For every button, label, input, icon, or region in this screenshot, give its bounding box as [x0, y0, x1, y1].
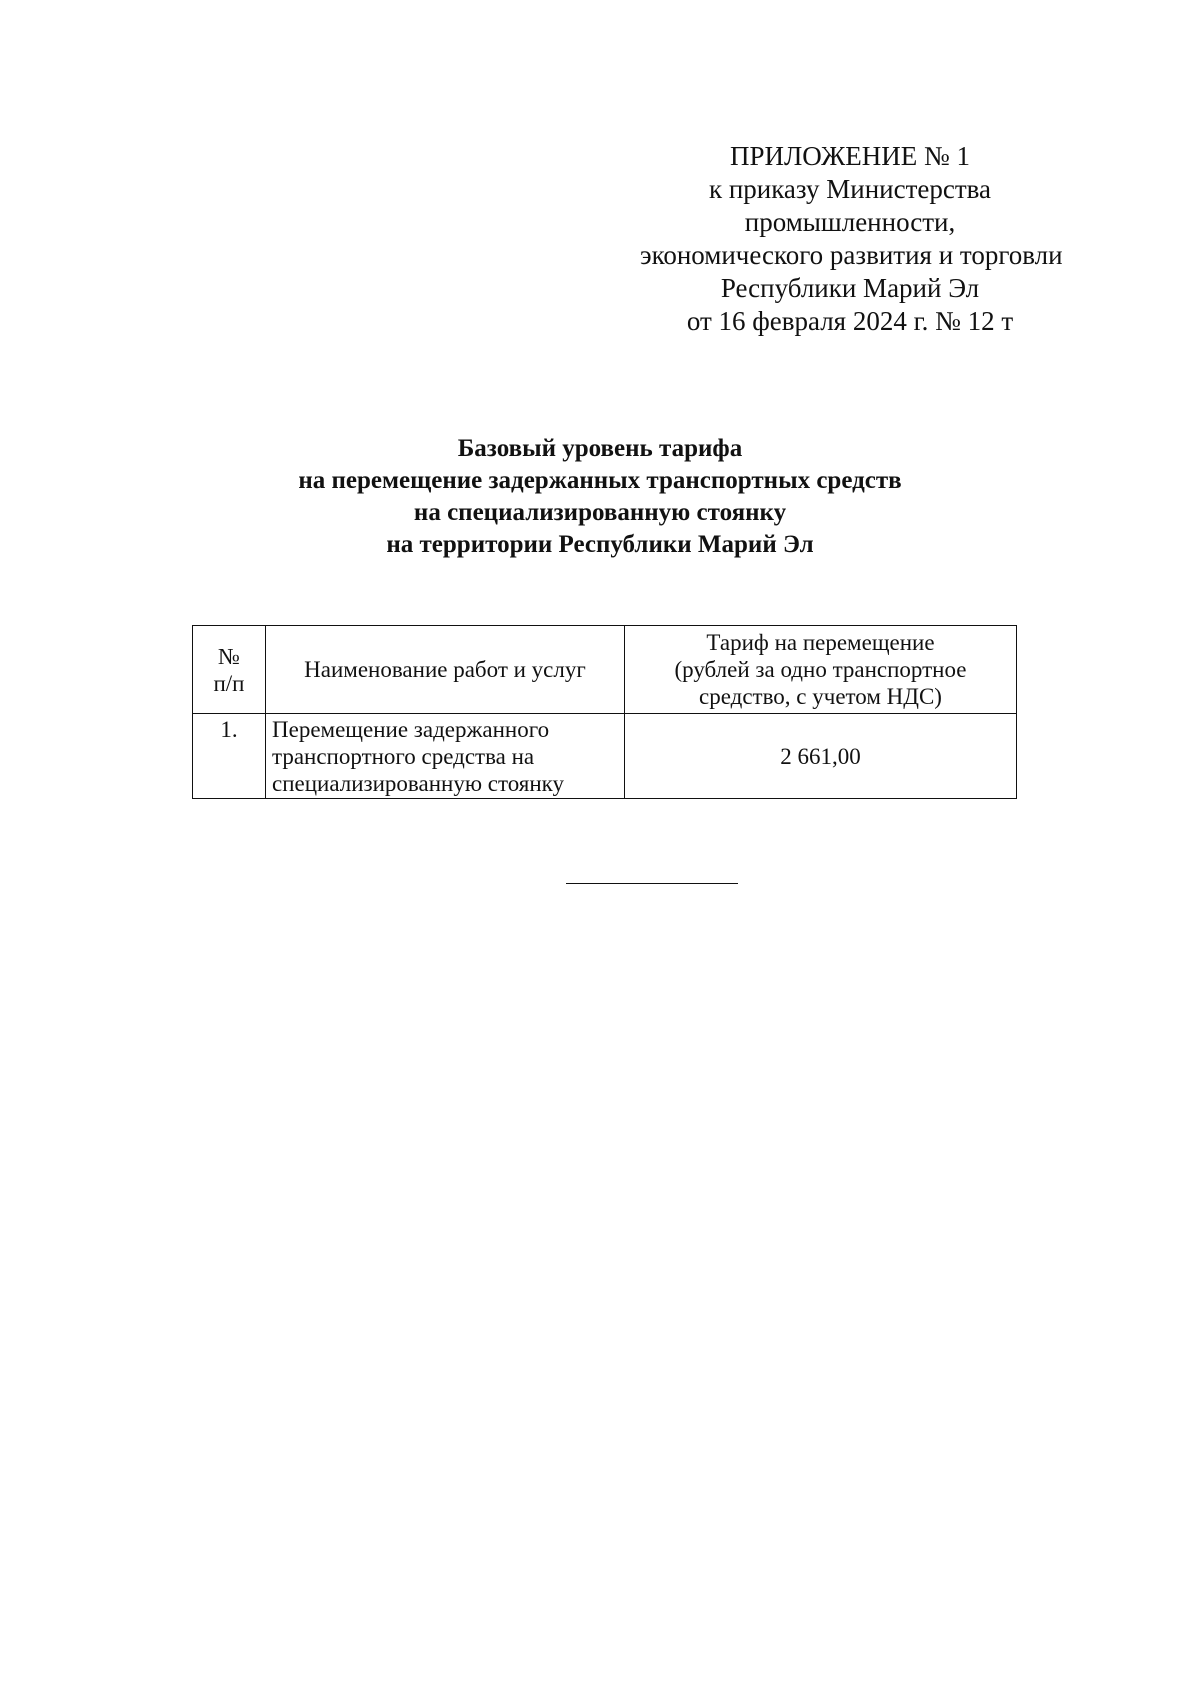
appendix-line: экономического развития и торговли: [640, 240, 1063, 270]
header-tariff-line: средство, с учетом НДС): [699, 684, 942, 709]
header-tariff-line: Тариф на перемещение: [706, 630, 935, 655]
document-title: [200, 433, 1000, 561]
title-line: на перемещение задержанных транспортных средств: [298, 467, 902, 494]
appendix-line: Республики Марий Эл: [720, 273, 980, 303]
table-header-row: [193, 626, 1017, 714]
row-name-line: Перемещение задержанного: [272, 716, 550, 742]
title-line: Базовый уровень тарифа: [457, 435, 743, 462]
appendix-block: [640, 140, 1063, 338]
appendix-line: промышленности,: [744, 207, 956, 237]
header-number-line: №: [218, 643, 240, 669]
row-name-line: транспортного средства на: [272, 743, 535, 769]
row-tariff-cell: [625, 714, 1017, 799]
header-number-line: п/п: [213, 670, 245, 696]
end-divider-line: [566, 883, 738, 884]
title-line: на специализированную стоянку: [413, 499, 787, 526]
row-number-cell: [193, 714, 266, 799]
header-tariff-line: (рублей за одно транспортное: [674, 657, 967, 682]
row-name-cell: [266, 714, 625, 799]
header-tariff-cell: [625, 626, 1017, 714]
appendix-line: к приказу Министерства: [708, 174, 992, 204]
row-tariff-value: 2 661,00: [780, 743, 861, 769]
tariff-table: [192, 625, 1017, 799]
header-name-label: Наименование работ и услуг: [304, 657, 586, 682]
row-name-line: специализированную стоянку: [272, 770, 565, 796]
title-line: на территории Республики Марий Эл: [386, 531, 814, 558]
row-number: 1.: [220, 717, 238, 742]
header-number-cell: [193, 626, 266, 714]
appendix-heading: ПРИЛОЖЕНИЕ № 1: [729, 141, 971, 171]
appendix-date-line: от 16 февраля 2024 г. № 12 т: [686, 306, 1014, 336]
header-name-cell: [266, 626, 625, 714]
table-row: [193, 714, 1017, 799]
